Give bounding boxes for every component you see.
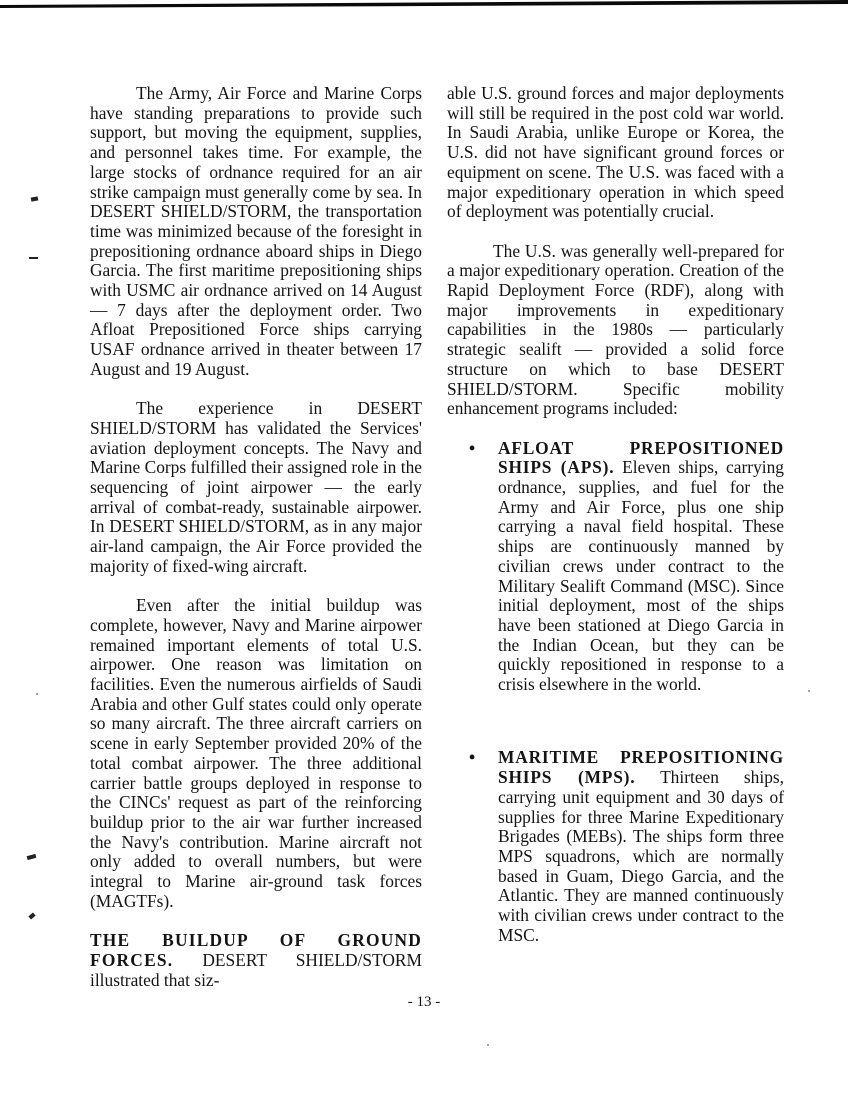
right-column — [447, 84, 784, 965]
paragraph: The U.S. was generally well-prepared for a major expeditionary operation. Creation of the Rapid Deployment Force (RDF), along with major improvements in expeditionary capabilities in the 1980s — particularly strategic sealift — provided a solid force structure on which to base DESERT SHIELD/STORM. Specific mobility enhancement programs included: — [447, 240, 784, 419]
section-text: DESERT SHIELD/STORM illustrated that siz- — [90, 949, 422, 990]
paragraph: The experience in DESERT SHIELD/STORM has validated the Services' aviation deployment concepts. The Navy and Marine Corps fulfilled their assigned role in the sequencing of joint airpower — the early arrival of combat-ready, sustainable airpower. In DESERT SHIELD/STORM, as in any major air-land campaign, the Air Force provided the majority of fixed-wing aircraft. — [90, 398, 422, 576]
scan-artifact-mark — [31, 196, 39, 201]
bullet-icon: • — [469, 437, 476, 458]
left-column — [90, 84, 422, 1010]
scan-artifact-mark — [29, 257, 38, 259]
scan-artifact-dot — [36, 693, 38, 695]
section-heading: THE BUILDUP OF GROUND FORCES. — [90, 930, 422, 970]
paragraph: The Army, Air Force and Marine Corps have standing preparations to provide such support, but moving the equipment, supplies, and personnel takes time. For example, the large stocks of ordnance required for an air strike campaign must generally come by sea. In DESERT SHIELD/STORM, the transportation time was minimized because of the foresight in prepositioning ordnance aboard ships in Diego Garcia. The first maritime prepositioning ships with USMC air ordnance arrived on 14 August — 7 days after the deployment order. Two Afloat Prepositioned Force ships carrying USAF ordnance arrived in theater between 17 August and 19 August. — [90, 83, 422, 379]
scan-artifact-mark — [28, 913, 35, 920]
bullet-item-mps — [447, 748, 784, 945]
bullet-text: Eleven ships, carrying ordnance, supplies, and fuel for the Army and Air Force, plus one ship carrying a naval field hospital. These ships are continuously manned by civilian crews under contract to the Military Sealift Command (MSC). Since initial deployment, most of the ships have been stationed at Diego Garcia in the Indian Ocean, but they can be quickly repositioned in response to a crisis elsewhere in the world. — [498, 457, 784, 695]
bullet-title: MARITIME PREPOSITIONING SHIPS (MPS). — [498, 747, 784, 788]
paragraph: able U.S. ground forces and major deployments will still be required in the post cold war world. In Saudi Arabia, unlike Europe or Korea, the U.S. did not have significant ground forces or equipment on scene. The U.S. was faced with a major expeditionary operation in which speed of deployment was potentially crucial. — [447, 83, 784, 222]
section-paragraph — [90, 931, 422, 990]
scan-artifact-mark — [27, 854, 37, 860]
bullet-text: Thirteen ships, carrying unit equipment and 30 days of supplies for three Marine Expeditionary Brigades (MEBs). The ships form three MPS squadrons, which are normally based in Guam, Diego Garcia, and the Atlantic. They are manned continuously with civilian crews under contract to the MSC. — [498, 767, 784, 945]
paragraph: Even after the initial buildup was complete, however, Navy and Marine airpower remained important elements of total U.S. airpower. One reason was limitation on facilities. Even the numerous airfields of Saudi Arabia and other Gulf states could only operate so many aircraft. The three aircraft carriers on scene in early September provided 20% of the total combat airpower. The three additional carrier battle groups deployed in response to the CINCs' request as part of the reinforcing buildup prior to the air war further increased the Navy's contribution. Marine aircraft not only added to overall numbers, but were integral to Marine air-ground task forces (MAGTFs). — [90, 595, 422, 911]
bullet-icon: • — [469, 747, 476, 768]
bullet-item-aps — [447, 439, 784, 695]
page-number: - 13 - — [407, 994, 441, 1010]
scan-top-border — [0, 0, 848, 8]
scan-artifact-dot — [808, 690, 810, 692]
bullet-title: AFLOAT PREPOSITIONED SHIPS (APS). — [498, 437, 784, 478]
scan-artifact-dot — [487, 1044, 489, 1046]
